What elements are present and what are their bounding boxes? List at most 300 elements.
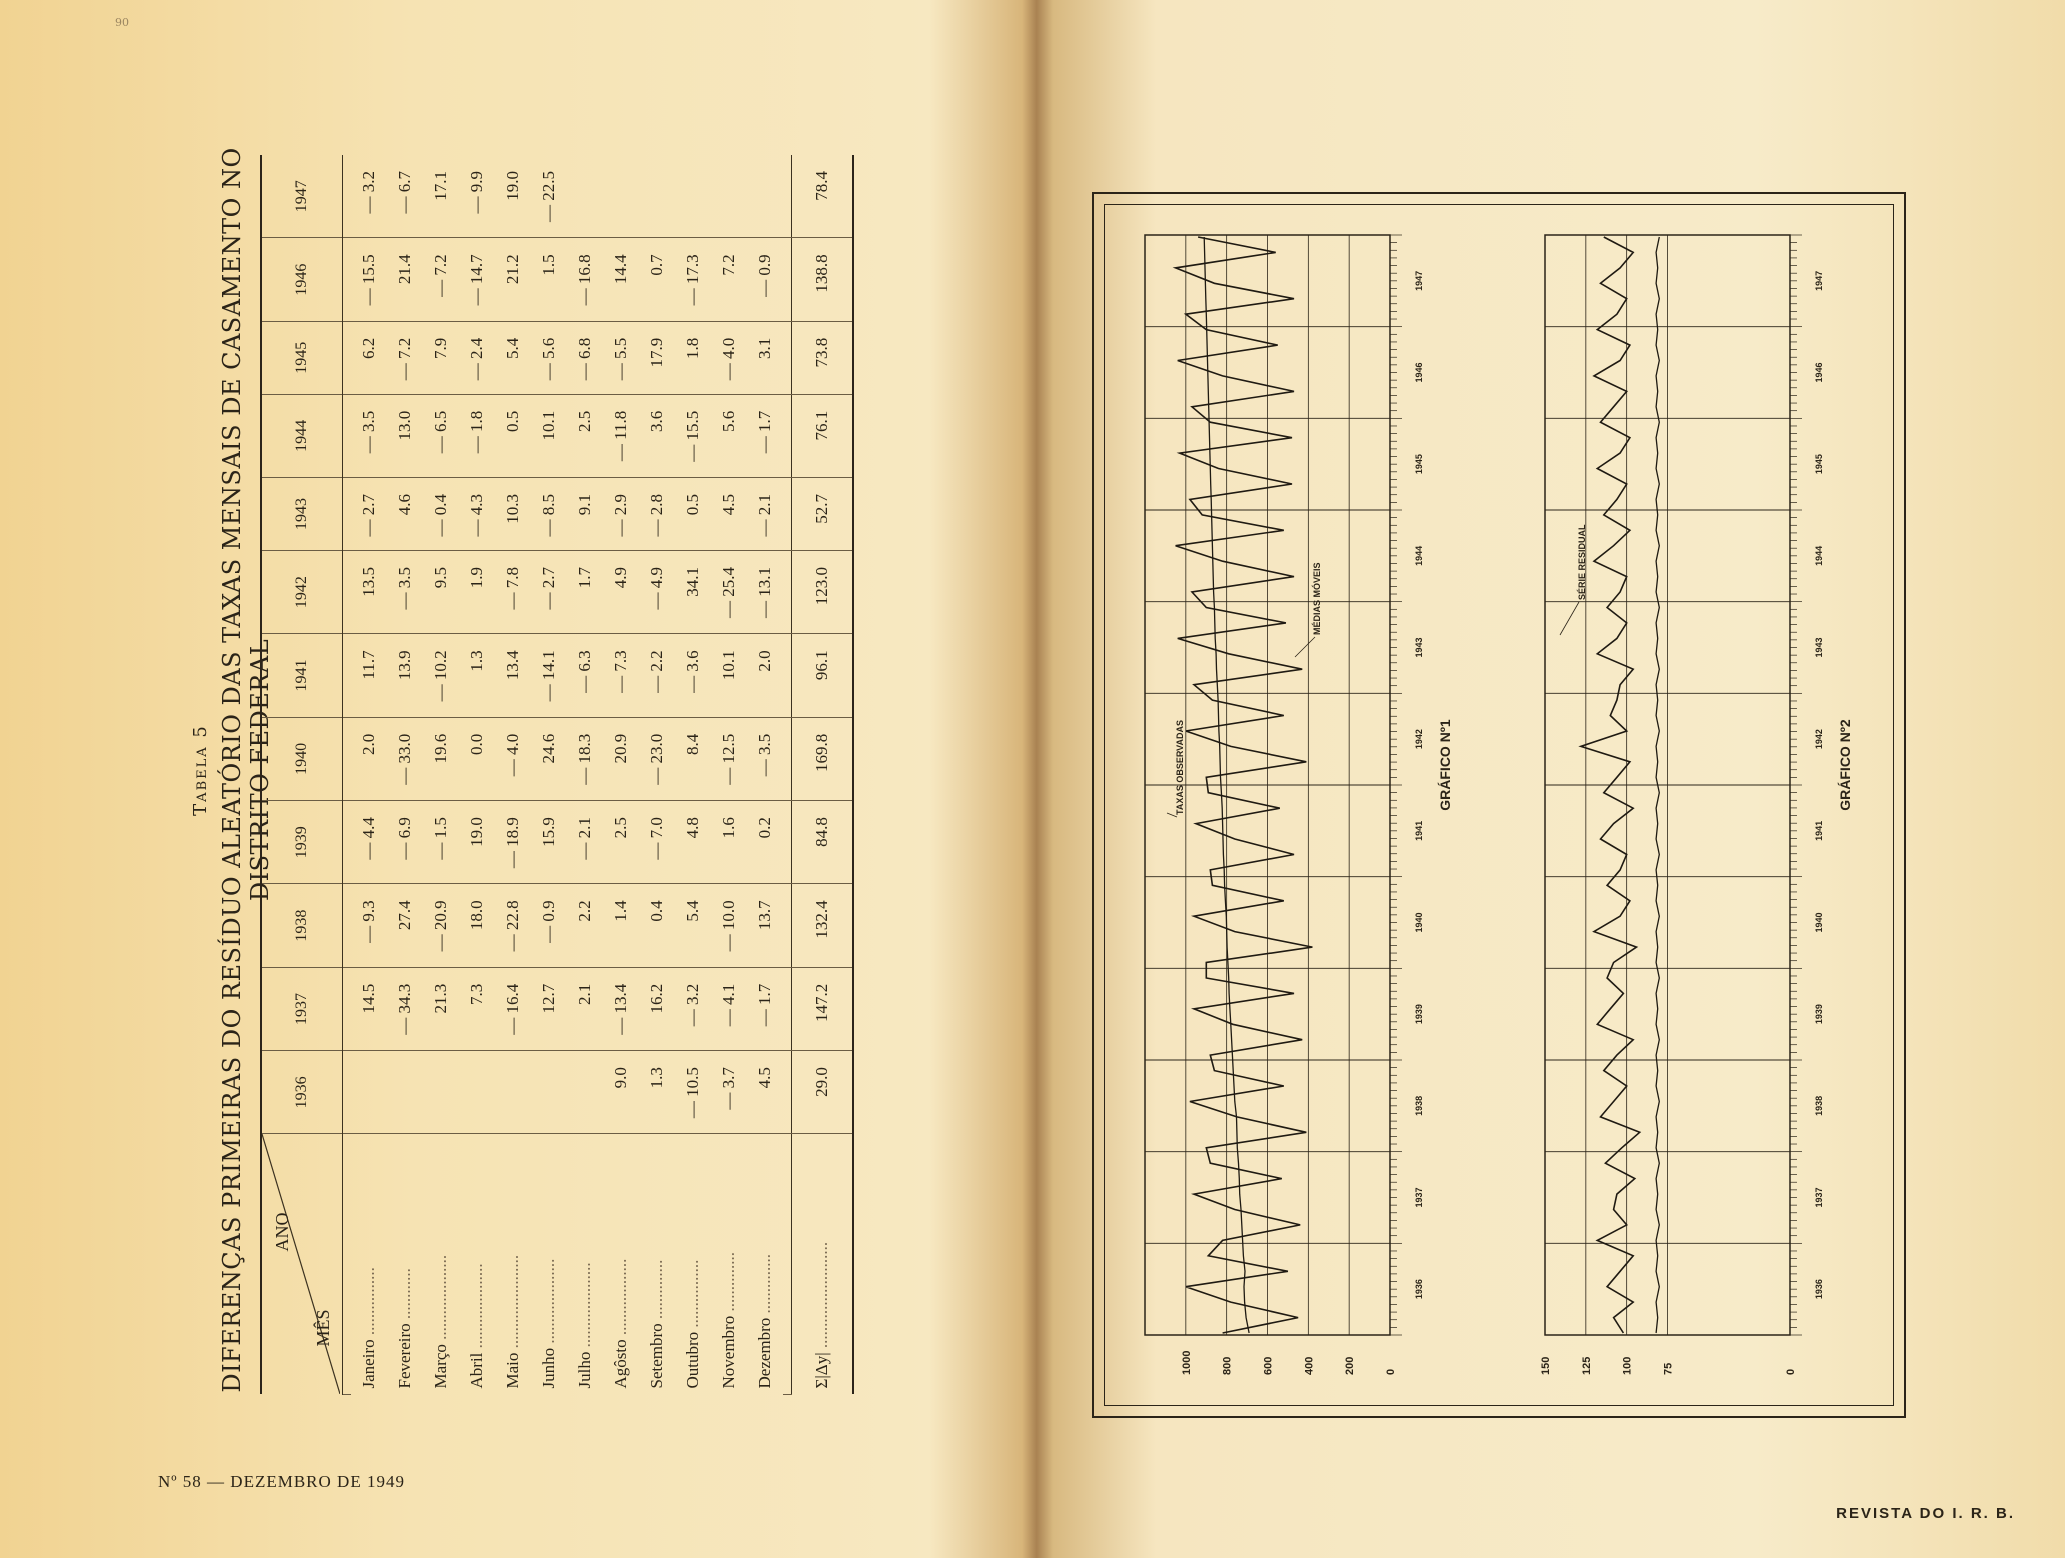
value-cell: — 9.3 — [351, 884, 387, 967]
value-cell: — 17.3 — [675, 238, 711, 321]
value-cell: 7.9 — [423, 321, 459, 394]
value-cell: 1.6 — [711, 801, 747, 884]
value-cell: — 3.6 — [675, 634, 711, 717]
value-cell — [675, 155, 711, 238]
value-cell: — 18.3 — [567, 717, 603, 800]
value-cell: — 4.4 — [351, 801, 387, 884]
value-cell: 13.5 — [351, 550, 387, 633]
month-label — [639, 1134, 675, 1395]
value-cell: — 2.1 — [567, 801, 603, 884]
year-tick-label: 1943 — [1814, 637, 1824, 658]
leader-dots: ................ — [683, 1259, 702, 1332]
value-cell: — 1.5 — [423, 801, 459, 884]
value-cell: 13.7 — [747, 884, 783, 967]
value-cell: 21.2 — [495, 238, 531, 321]
value-cell: — 0.4 — [423, 478, 459, 551]
spacer-cell — [343, 550, 352, 633]
value-cell — [495, 1051, 531, 1134]
value-tick-label: 400 — [1303, 1356, 1316, 1375]
year-tick-label: 1939 — [1414, 1004, 1424, 1025]
rotated-table-holder — [190, 145, 950, 1395]
value-cell — [351, 1051, 387, 1134]
value-cell: 21.3 — [423, 967, 459, 1050]
leader-dots: .............. — [647, 1259, 666, 1324]
year-header-1947: 1947 — [261, 155, 343, 238]
value-cell: 2.0 — [351, 717, 387, 800]
value-cell: — 6.5 — [423, 394, 459, 477]
spacer-cell — [343, 394, 352, 477]
value-cell: — 7.2 — [387, 321, 423, 394]
value-cell: — 3.5 — [351, 394, 387, 477]
table-row — [495, 155, 531, 1395]
table-corner-cell — [261, 1134, 343, 1395]
month-label — [351, 1134, 387, 1395]
spacer-cell — [783, 478, 792, 551]
value-cell: 0.0 — [459, 717, 495, 800]
spacer-cell — [343, 155, 352, 238]
year-tick-label: 1945 — [1414, 454, 1424, 475]
spacer-cell — [783, 801, 792, 884]
value-tick-label: 600 — [1262, 1356, 1275, 1375]
value-cell: 2.5 — [603, 801, 639, 884]
table-body — [343, 155, 854, 1395]
value-cell: — 3.7 — [711, 1051, 747, 1134]
value-cell: 2.0 — [747, 634, 783, 717]
value-cell: 21.4 — [387, 238, 423, 321]
year-tick-label: 1941 — [1814, 820, 1824, 841]
value-cell: — 3.5 — [747, 717, 783, 800]
year-tick-label: 1936 — [1814, 1279, 1824, 1300]
value-cell: 4.5 — [747, 1051, 783, 1134]
month-label — [459, 1134, 495, 1395]
month-name: Setembro — [647, 1323, 666, 1389]
journal-footer: REVISTA DO I. R. B. — [1836, 1505, 2015, 1522]
spacer-cell — [783, 634, 792, 717]
leader-dots: ...................... — [503, 1254, 522, 1353]
value-cell: 7.3 — [459, 967, 495, 1050]
month-label — [747, 1134, 783, 1395]
table-header-row — [261, 155, 343, 1395]
value-cell: — 10.5 — [675, 1051, 711, 1134]
value-cell: — 3.2 — [675, 967, 711, 1050]
year-tick-label: 1943 — [1414, 637, 1424, 658]
month-label — [387, 1134, 423, 1395]
value-cell — [747, 155, 783, 238]
value-cell: 0.2 — [747, 801, 783, 884]
value-cell: 14.4 — [603, 238, 639, 321]
year-header-1941: 1941 — [261, 634, 343, 717]
month-label — [603, 1134, 639, 1395]
value-cell: 19.0 — [495, 155, 531, 238]
value-cell: 9.0 — [603, 1051, 639, 1134]
year-tick-label: 1936 — [1414, 1279, 1424, 1300]
month-label — [567, 1134, 603, 1395]
value-cell: — 22.8 — [495, 884, 531, 967]
spacer-cell — [783, 321, 792, 394]
value-cell: 10.1 — [711, 634, 747, 717]
totals-label — [792, 1134, 854, 1395]
table-row — [603, 155, 639, 1395]
total-cell: 76.1 — [792, 394, 854, 477]
value-cell: 4.9 — [603, 550, 639, 633]
spacer-cell — [343, 321, 352, 394]
value-cell: — 5.6 — [531, 321, 567, 394]
value-cell: — 4.0 — [711, 321, 747, 394]
value-cell: — 6.8 — [567, 321, 603, 394]
spacer-cell — [783, 717, 792, 800]
year-tick-label: 1947 — [1814, 270, 1824, 291]
month-name: Abril — [467, 1352, 486, 1389]
value-cell: 4.5 — [711, 478, 747, 551]
value-cell: 7.2 — [711, 238, 747, 321]
charts-frame — [1092, 192, 1906, 1418]
leader-dots: ......................... — [812, 1241, 831, 1353]
value-cell: — 3.2 — [351, 155, 387, 238]
value-cell: 18.0 — [459, 884, 495, 967]
value-cell: — 2.7 — [531, 550, 567, 633]
value-tick-label: 1000 — [1180, 1350, 1193, 1375]
month-label — [711, 1134, 747, 1395]
value-cell: — 34.3 — [387, 967, 423, 1050]
table-title: DIFERENÇAS PRIMEIRAS DO RESÍDUO ALEATÓRIO DAS TAXAS MENSAIS DE CASAMENTO NO DISTRITO FEDERAL — [218, 147, 274, 1393]
month-name: Maio — [503, 1352, 522, 1389]
chart-title: GRÁFICO Nº1 — [1437, 719, 1453, 811]
year-header-1944: 1944 — [261, 394, 343, 477]
value-cell: — 25.4 — [711, 550, 747, 633]
totals-label-text: Σ|Δy| — [812, 1352, 831, 1389]
value-cell: 3.1 — [747, 321, 783, 394]
leader-dots: .................... — [539, 1258, 558, 1348]
value-cell: — 6.9 — [387, 801, 423, 884]
value-cell: 20.9 — [603, 717, 639, 800]
value-cell: 8.4 — [675, 717, 711, 800]
leader-dots: ............ — [395, 1268, 414, 1324]
month-label — [531, 1134, 567, 1395]
value-cell: 4.8 — [675, 801, 711, 884]
value-cell: — 20.9 — [423, 884, 459, 967]
value-cell: — 33.0 — [387, 717, 423, 800]
value-cell: — 2.2 — [639, 634, 675, 717]
year-tick-label: 1946 — [1814, 362, 1824, 383]
year-header-1937: 1937 — [261, 967, 343, 1050]
value-cell — [603, 155, 639, 238]
leader-dots: .................. — [611, 1258, 630, 1340]
value-cell: 19.0 — [459, 801, 495, 884]
value-cell: — 9.9 — [459, 155, 495, 238]
value-cell: — 7.3 — [603, 634, 639, 717]
year-tick-label: 1938 — [1414, 1095, 1424, 1116]
table-row — [567, 155, 603, 1395]
total-cell: 132.4 — [792, 884, 854, 967]
value-cell: 10.1 — [531, 394, 567, 477]
value-cell: — 13.4 — [603, 967, 639, 1050]
value-cell: — 14.1 — [531, 634, 567, 717]
year-tick-label: 1947 — [1414, 270, 1424, 291]
value-cell: 9.1 — [567, 478, 603, 551]
value-cell: 1.9 — [459, 550, 495, 633]
value-cell — [567, 155, 603, 238]
year-tick-label: 1939 — [1814, 1004, 1824, 1025]
value-cell: — 6.3 — [567, 634, 603, 717]
value-cell: — 18.9 — [495, 801, 531, 884]
value-cell: 2.2 — [567, 884, 603, 967]
leader-dots: .................... — [575, 1262, 594, 1352]
year-tick-label: 1946 — [1414, 362, 1424, 383]
spacer-cell — [343, 717, 352, 800]
spacer-cell — [783, 1134, 792, 1395]
value-tick-label: 150 — [1540, 1356, 1552, 1375]
value-cell — [531, 1051, 567, 1134]
spacer-cell — [343, 884, 352, 967]
total-cell: 84.8 — [792, 801, 854, 884]
value-cell: — 4.1 — [711, 967, 747, 1050]
month-label — [675, 1134, 711, 1395]
value-cell: 1.3 — [639, 1051, 675, 1134]
value-tick-label: 125 — [1580, 1356, 1593, 1375]
value-tick-label: 75 — [1662, 1362, 1675, 1375]
value-cell: 15.9 — [531, 801, 567, 884]
table-row — [351, 155, 387, 1395]
year-header-1942: 1942 — [261, 550, 343, 633]
year-tick-label: 1941 — [1414, 820, 1424, 841]
value-cell: — 2.8 — [639, 478, 675, 551]
value-cell: — 4.3 — [459, 478, 495, 551]
value-cell: — 14.7 — [459, 238, 495, 321]
page-number: 90 — [115, 16, 129, 29]
value-cell: — 7.8 — [495, 550, 531, 633]
year-tick-label: 1942 — [1814, 729, 1824, 750]
value-cell: — 4.9 — [639, 550, 675, 633]
total-cell: 52.7 — [792, 478, 854, 551]
rotated-table-content — [190, 145, 950, 1395]
spacer-cell — [343, 634, 352, 717]
year-header-1936: 1936 — [261, 1051, 343, 1134]
table-row — [531, 155, 567, 1395]
value-cell: — 10.0 — [711, 884, 747, 967]
value-cell: — 2.7 — [351, 478, 387, 551]
value-cell — [639, 155, 675, 238]
spacer-cell — [783, 1051, 792, 1134]
month-name: Junho — [539, 1347, 558, 1389]
value-cell: — 7.2 — [423, 238, 459, 321]
total-cell: 73.8 — [792, 321, 854, 394]
value-cell: — 11.8 — [603, 394, 639, 477]
value-cell: 0.4 — [639, 884, 675, 967]
month-name: Agôsto — [611, 1339, 630, 1389]
value-cell: 10.3 — [495, 478, 531, 551]
value-cell: 24.6 — [531, 717, 567, 800]
spacer-cell — [343, 238, 352, 321]
year-tick-label: 1938 — [1814, 1095, 1824, 1116]
spacer-cell — [783, 884, 792, 967]
value-cell: 27.4 — [387, 884, 423, 967]
spacer-cell — [783, 967, 792, 1050]
value-cell: 5.4 — [675, 884, 711, 967]
year-header-1945: 1945 — [261, 321, 343, 394]
value-cell: 5.6 — [711, 394, 747, 477]
value-cell: — 2.4 — [459, 321, 495, 394]
table-row — [711, 155, 747, 1395]
table-row — [675, 155, 711, 1395]
totals-row — [792, 155, 854, 1395]
series-annotation-residual: SÉRIE RESIDUAL — [1577, 524, 1587, 600]
total-cell: 123.0 — [792, 550, 854, 633]
value-cell: 4.6 — [387, 478, 423, 551]
month-name: Dezembro — [755, 1317, 774, 1389]
value-cell: — 7.0 — [639, 801, 675, 884]
value-cell: 17.1 — [423, 155, 459, 238]
table-row — [459, 155, 495, 1395]
value-cell: — 0.9 — [747, 238, 783, 321]
total-cell: 96.1 — [792, 634, 854, 717]
year-tick-label: 1937 — [1414, 1187, 1424, 1208]
value-cell: 1.3 — [459, 634, 495, 717]
value-cell: 2.1 — [567, 967, 603, 1050]
spacer-row — [783, 155, 792, 1395]
month-name: Novembro — [719, 1315, 738, 1389]
value-cell: 9.5 — [423, 550, 459, 633]
corner-diagonal-line — [262, 1135, 340, 1395]
year-header-1946: 1946 — [261, 238, 343, 321]
leader-dots: ................ — [359, 1267, 378, 1340]
value-cell: — 23.0 — [639, 717, 675, 800]
value-cell — [567, 1051, 603, 1134]
value-cell: — 0.9 — [531, 884, 567, 967]
total-cell: 169.8 — [792, 717, 854, 800]
corner-year-label: ANO — [272, 1212, 292, 1252]
annotation-leader — [1560, 602, 1579, 635]
total-cell: 138.8 — [792, 238, 854, 321]
year-header-1940: 1940 — [261, 717, 343, 800]
year-tick-label: 1940 — [1414, 912, 1424, 933]
issue-footer: Nº 58 — DEZEMBRO DE 1949 — [158, 1472, 405, 1491]
total-cell: 147.2 — [792, 967, 854, 1050]
value-cell: — 3.5 — [387, 550, 423, 633]
corner-month-label: MÊS — [313, 1309, 333, 1347]
value-cell: 2.5 — [567, 394, 603, 477]
leader-dots: .................... — [431, 1254, 450, 1345]
value-cell — [423, 1051, 459, 1134]
table-row — [387, 155, 423, 1395]
spacer-cell — [343, 967, 352, 1050]
value-cell: — 10.2 — [423, 634, 459, 717]
value-cell: 13.4 — [495, 634, 531, 717]
value-cell: 14.5 — [351, 967, 387, 1050]
value-cell: — 1.7 — [747, 967, 783, 1050]
value-tick-label: 200 — [1344, 1356, 1357, 1375]
year-header-1939: 1939 — [261, 801, 343, 884]
table-row — [639, 155, 675, 1395]
value-cell: 1.8 — [675, 321, 711, 394]
spacer-cell — [783, 394, 792, 477]
value-cell: — 16.4 — [495, 967, 531, 1050]
value-cell: 3.6 — [639, 394, 675, 477]
left-page — [0, 0, 1030, 1558]
value-cell: — 13.1 — [747, 550, 783, 633]
value-cell: — 15.5 — [351, 238, 387, 321]
spacer-cell — [783, 155, 792, 238]
spacer-cell — [343, 1051, 352, 1134]
spacer-cell — [343, 1134, 352, 1395]
table-row — [423, 155, 459, 1395]
value-cell: 6.2 — [351, 321, 387, 394]
value-tick-label: 800 — [1221, 1356, 1234, 1375]
value-cell: 13.0 — [387, 394, 423, 477]
value-cell: 16.2 — [639, 967, 675, 1050]
month-label — [423, 1134, 459, 1395]
value-cell: — 16.8 — [567, 238, 603, 321]
value-cell — [459, 1051, 495, 1134]
value-cell: — 2.1 — [747, 478, 783, 551]
spacer-cell — [783, 550, 792, 633]
value-tick-label: 100 — [1621, 1356, 1634, 1375]
series-annotation-observed: TAXAS OBSERVADAS — [1175, 719, 1185, 815]
value-cell: 5.4 — [495, 321, 531, 394]
month-label — [495, 1134, 531, 1395]
value-cell: — 2.9 — [603, 478, 639, 551]
leader-dots: .............. — [755, 1253, 774, 1318]
value-tick-label: 0 — [1385, 1368, 1397, 1375]
value-cell: — 5.5 — [603, 321, 639, 394]
value-cell: 13.9 — [387, 634, 423, 717]
table-caption: Tabela 5 — [190, 724, 211, 816]
series-annotation-moving-avg: MÉDIAS MÓVEIS — [1312, 562, 1322, 635]
value-cell: 34.1 — [675, 550, 711, 633]
table-row — [747, 155, 783, 1395]
month-name: Fevereiro — [395, 1323, 414, 1389]
year-tick-label: 1937 — [1814, 1187, 1824, 1208]
chart-title: GRÁFICO Nº2 — [1837, 719, 1853, 811]
charts-inner-frame — [1104, 204, 1894, 1406]
year-tick-label: 1940 — [1814, 912, 1824, 933]
spacer-cell — [783, 238, 792, 321]
value-cell: — 6.7 — [387, 155, 423, 238]
value-cell: 17.9 — [639, 321, 675, 394]
leader-dots: .............. — [719, 1252, 738, 1316]
year-tick-label: 1945 — [1814, 454, 1824, 475]
total-cell: 78.4 — [792, 155, 854, 238]
value-cell: — 12.5 — [711, 717, 747, 800]
month-name: Julho — [575, 1351, 594, 1389]
month-name: Março — [431, 1344, 450, 1389]
spacer-row — [343, 155, 352, 1395]
spacer-cell — [343, 801, 352, 884]
charts-svg — [1105, 205, 1893, 1405]
annotation-leader — [1295, 637, 1315, 657]
value-tick-label: 0 — [1785, 1368, 1797, 1375]
value-cell: 1.4 — [603, 884, 639, 967]
residual-differences-table — [260, 155, 854, 1395]
value-cell — [711, 155, 747, 238]
value-cell: — 1.8 — [459, 394, 495, 477]
value-cell: — 22.5 — [531, 155, 567, 238]
value-cell: 0.5 — [495, 394, 531, 477]
value-cell: 12.7 — [531, 967, 567, 1050]
year-tick-label: 1944 — [1414, 545, 1424, 566]
month-name: Janeiro — [359, 1339, 378, 1389]
spacer-cell — [343, 478, 352, 551]
year-tick-label: 1944 — [1814, 545, 1824, 566]
value-cell: 11.7 — [351, 634, 387, 717]
year-header-1943: 1943 — [261, 478, 343, 551]
value-cell — [387, 1051, 423, 1134]
leader-dots: .................... — [467, 1263, 486, 1353]
value-cell: — 8.5 — [531, 478, 567, 551]
value-cell: 19.6 — [423, 717, 459, 800]
value-cell: — 4.0 — [495, 717, 531, 800]
year-tick-label: 1942 — [1414, 729, 1424, 750]
value-cell: 0.7 — [639, 238, 675, 321]
